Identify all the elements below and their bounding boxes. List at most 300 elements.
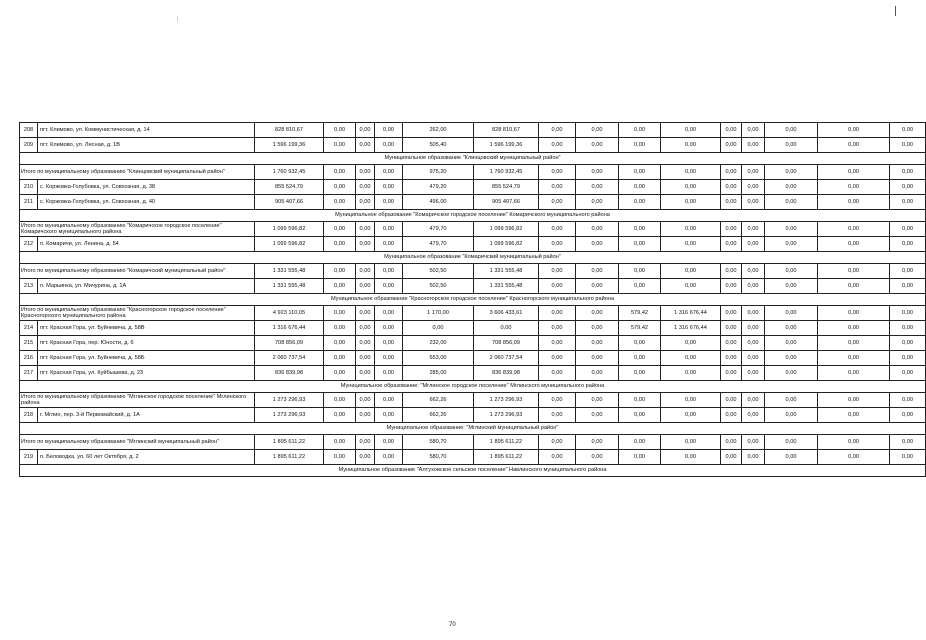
value-cell: 0,00 [576,222,619,237]
value-cell: 0,00 [356,450,375,465]
page-number: 70 [449,622,456,628]
value-cell: 0,00 [721,222,742,237]
value-cell: 905 407,66 [474,195,539,210]
value-cell: 708 856,09 [474,336,539,351]
value-cell: 0,00 [375,336,403,351]
value-cell: 0,00 [576,237,619,252]
registry-body [20,123,926,477]
address-cell: п. Комаричи, ул. Ленина, д. 54 [38,237,255,252]
value-cell: 0,00 [721,237,742,252]
value-cell: 0,00 [375,264,403,279]
value-cell: 0,00 [721,138,742,153]
row-number: 211 [20,195,38,210]
value-cell: 0,00 [619,393,661,408]
value-cell: 0,00 [818,165,890,180]
value-cell: 0,00 [539,279,576,294]
value-cell: 0,00 [890,123,926,138]
address-cell: пгт. Красная Гора, пер. Юности, д. 6 [38,336,255,351]
value-cell: 0,00 [742,123,765,138]
value-cell: 505,40 [403,138,474,153]
value-cell: 1 331 555,48 [255,264,324,279]
value-cell: 0,00 [661,351,721,366]
address-cell: г. Мглин, пер. 3-й Первомайский, д. 1А [38,408,255,423]
value-cell: 0,00 [356,393,375,408]
address-cell: пгт. Климово, ул. Коммунистическая, д. 14 [38,123,255,138]
value-cell: 662,26 [403,408,474,423]
value-cell: 1 316 676,44 [255,321,324,336]
value-cell: 0,00 [890,279,926,294]
value-cell: 0,00 [742,321,765,336]
value-cell: 579,42 [619,306,661,321]
value-cell: 2 060 737,54 [255,351,324,366]
subtotal-row [20,435,926,450]
value-cell: 855 524,79 [474,180,539,195]
value-cell: 2 060 737,54 [474,351,539,366]
value-cell: 0,00 [576,321,619,336]
value-cell: 0,00 [890,408,926,423]
value-cell: 0,00 [619,408,661,423]
value-cell: 0,00 [661,138,721,153]
subtotal-label: Итого по муниципальному образованию "Мглинское городское поселение" Мглинского района [20,393,255,408]
value-cell: 0,00 [375,237,403,252]
value-cell: 653,00 [403,351,474,366]
value-cell: 502,50 [403,279,474,294]
value-cell: 836 839,98 [255,366,324,381]
value-cell: 0,00 [661,450,721,465]
value-cell: 0,00 [375,450,403,465]
value-cell: 0,00 [742,336,765,351]
section-header-row [20,210,926,222]
value-cell: 0,00 [890,336,926,351]
value-cell: 0,00 [890,393,926,408]
value-cell: 0,00 [661,393,721,408]
value-cell: 0,00 [356,435,375,450]
value-cell: 0,00 [324,435,356,450]
value-cell: 0,00 [324,264,356,279]
value-cell: 0,00 [375,393,403,408]
value-cell: 0,00 [576,393,619,408]
value-cell: 496,00 [403,195,474,210]
value-cell: 0,00 [818,195,890,210]
value-cell: 0,00 [324,237,356,252]
value-cell: 0,00 [765,393,818,408]
section-title: Муниципальное образование: "Мглинское городское поселение" Мглинского муниципального района [20,381,926,393]
value-cell: 0,00 [890,222,926,237]
value-cell: 0,00 [890,321,926,336]
value-cell: 0,00 [661,222,721,237]
value-cell: 0,00 [576,138,619,153]
value-cell: 0,00 [765,123,818,138]
value-cell: 0,00 [356,195,375,210]
value-cell: 4 923 110,05 [255,306,324,321]
value-cell: 0,00 [324,180,356,195]
value-cell: 0,00 [721,123,742,138]
value-cell: 1 170,00 [403,306,474,321]
value-cell: 479,20 [403,180,474,195]
value-cell: 0,00 [619,435,661,450]
value-cell: 1 331 555,48 [474,264,539,279]
value-cell: 0,00 [356,165,375,180]
value-cell: 0,00 [356,264,375,279]
section-title: Муниципальное образование "Красногорское городское поселение" Красногорского муниципального района [20,294,926,306]
value-cell: 479,70 [403,237,474,252]
value-cell: 0,00 [324,195,356,210]
value-cell: 3 606 433,61 [474,306,539,321]
section-header-row [20,252,926,264]
value-cell: 0,00 [576,264,619,279]
value-cell: 0,00 [765,222,818,237]
value-cell: 0,00 [619,165,661,180]
value-cell: 0,00 [661,195,721,210]
value-cell: 0,00 [356,336,375,351]
section-title: Муниципальное образование "Комаричский муниципальный район" [20,252,926,264]
subtotal-label: Итого по муниципальному образованию "Красногорское городское поселение" Красногорского муниципального района [20,306,255,321]
value-cell: 0,00 [818,222,890,237]
value-cell: 0,00 [818,264,890,279]
value-cell: 0,00 [661,264,721,279]
value-cell: 0,00 [661,336,721,351]
value-cell: 0,00 [890,180,926,195]
value-cell: 0,00 [890,165,926,180]
value-cell: 0,00 [818,450,890,465]
value-cell: 0,00 [356,279,375,294]
value-cell: 0,00 [324,408,356,423]
value-cell: 0,00 [539,222,576,237]
value-cell: 1 273 296,93 [255,393,324,408]
table-row [20,336,926,351]
value-cell: 1 273 296,93 [255,408,324,423]
value-cell: 0,00 [539,306,576,321]
value-cell: 0,00 [619,450,661,465]
value-cell: 0,00 [661,123,721,138]
table-row [20,123,926,138]
value-cell: 0,00 [356,351,375,366]
value-cell: 0,00 [818,336,890,351]
value-cell: 0,00 [742,279,765,294]
value-cell: 0,00 [539,264,576,279]
value-cell: 1 316 676,44 [661,321,721,336]
address-cell: с. Коржовка-Голубовка, ул. Совхозная, д. 40 [38,195,255,210]
value-cell: 0,00 [721,165,742,180]
value-cell: 0,00 [661,435,721,450]
scan-artifact [177,16,178,22]
value-cell: 0,00 [324,123,356,138]
section-title: Муниципальное образование: "Мглинский муниципальный район" [20,423,926,435]
row-number: 209 [20,138,38,153]
value-cell: 0,00 [576,279,619,294]
address-cell: п. Марьинка, ул. Мичурина, д. 1А [38,279,255,294]
value-cell: 0,00 [324,138,356,153]
value-cell: 0,00 [661,165,721,180]
value-cell: 0,00 [721,306,742,321]
value-cell: 0,00 [661,366,721,381]
section-title: Муниципальное образование "Алтуховское сельское поселение" Навлинского муниципального района [20,465,926,477]
value-cell: 0,00 [356,138,375,153]
value-cell: 975,20 [403,165,474,180]
value-cell: 0,00 [375,195,403,210]
value-cell: 0,00 [539,435,576,450]
value-cell: 0,00 [742,222,765,237]
value-cell: 0,00 [324,165,356,180]
address-cell: пгт. Климово, ул. Лесная, д. 1В [38,138,255,153]
value-cell: 0,00 [539,123,576,138]
value-cell: 0,00 [661,180,721,195]
value-cell: 0,00 [539,138,576,153]
value-cell: 0,00 [356,180,375,195]
subtotal-label: Итого по муниципальному образованию "Клинцовский муниципальный район" [20,165,255,180]
value-cell: 836 839,98 [474,366,539,381]
value-cell: 1 596 199,36 [255,138,324,153]
value-cell: 0,00 [890,366,926,381]
value-cell: 0,00 [818,351,890,366]
subtotal-row [20,306,926,321]
value-cell: 0,00 [742,306,765,321]
value-cell: 0,00 [765,264,818,279]
value-cell: 0,00 [765,165,818,180]
value-cell: 0,00 [765,195,818,210]
value-cell: 580,70 [403,450,474,465]
value-cell: 1 596 199,36 [474,138,539,153]
row-number: 214 [20,321,38,336]
value-cell: 0,00 [576,450,619,465]
section-header-row [20,153,926,165]
section-header-row [20,423,926,435]
value-cell: 1 273 296,93 [474,393,539,408]
value-cell: 1 099 596,82 [474,237,539,252]
value-cell: 0,00 [619,366,661,381]
value-cell: 0,00 [539,351,576,366]
value-cell: 708 856,09 [255,336,324,351]
value-cell: 0,00 [576,408,619,423]
value-cell: 0,00 [375,306,403,321]
value-cell: 0,00 [661,408,721,423]
registry-table [19,122,926,477]
value-cell: 479,70 [403,222,474,237]
scan-artifact [895,6,896,16]
value-cell: 0,00 [619,351,661,366]
value-cell: 0,00 [818,435,890,450]
value-cell: 0,00 [765,408,818,423]
value-cell: 0,00 [474,321,539,336]
row-number: 210 [20,180,38,195]
value-cell: 0,00 [576,195,619,210]
subtotal-label: Итого по муниципальному образованию "Комаричский муниципальный район" [20,264,255,279]
value-cell: 0,00 [742,195,765,210]
section-header-row [20,381,926,393]
value-cell: 262,00 [403,123,474,138]
value-cell: 0,00 [890,195,926,210]
value-cell: 1 331 555,48 [474,279,539,294]
value-cell: 0,00 [661,237,721,252]
value-cell: 0,00 [765,237,818,252]
value-cell: 0,00 [721,366,742,381]
value-cell: 0,00 [890,237,926,252]
value-cell: 0,00 [890,138,926,153]
value-cell: 0,00 [619,264,661,279]
value-cell: 0,00 [619,279,661,294]
address-cell: п. Беловодка, ул. 60 лет Октября, д. 2 [38,450,255,465]
value-cell: 0,00 [742,408,765,423]
value-cell: 0,00 [742,435,765,450]
value-cell: 502,50 [403,264,474,279]
value-cell: 0,00 [721,351,742,366]
table-row [20,195,926,210]
value-cell: 0,00 [539,366,576,381]
value-cell: 0,00 [890,264,926,279]
value-cell: 0,00 [324,393,356,408]
value-cell: 0,00 [324,321,356,336]
table-row [20,408,926,423]
value-cell: 0,00 [721,408,742,423]
value-cell: 1 316 676,44 [661,306,721,321]
value-cell: 0,00 [890,306,926,321]
subtotal-row [20,165,926,180]
address-cell: пгт. Красная Гора, ул. Куйбышева, д. 23 [38,366,255,381]
value-cell: 285,00 [403,366,474,381]
value-cell: 0,00 [539,336,576,351]
value-cell: 1 331 555,48 [255,279,324,294]
value-cell: 0,00 [818,123,890,138]
value-cell: 0,00 [576,180,619,195]
value-cell: 0,00 [742,237,765,252]
value-cell: 1 895 611,22 [255,450,324,465]
value-cell: 0,00 [765,435,818,450]
value-cell: 0,00 [324,279,356,294]
value-cell: 0,00 [375,138,403,153]
value-cell: 0,00 [818,237,890,252]
value-cell: 0,00 [539,195,576,210]
section-title: Муниципальное образование "Клинцовский муниципальный район" [20,153,926,165]
value-cell: 0,00 [818,366,890,381]
value-cell: 0,00 [576,366,619,381]
value-cell: 0,00 [818,279,890,294]
table-row [20,138,926,153]
value-cell: 0,00 [403,321,474,336]
value-cell: 0,00 [742,138,765,153]
table-row [20,279,926,294]
value-cell: 662,26 [403,393,474,408]
value-cell: 0,00 [619,237,661,252]
value-cell: 579,42 [619,321,661,336]
value-cell: 0,00 [375,165,403,180]
value-cell: 0,00 [576,165,619,180]
value-cell: 0,00 [324,450,356,465]
row-number: 217 [20,366,38,381]
row-number: 216 [20,351,38,366]
value-cell: 1 895 611,22 [474,450,539,465]
value-cell: 0,00 [742,165,765,180]
value-cell: 0,00 [721,264,742,279]
value-cell: 232,00 [403,336,474,351]
value-cell: 855 524,79 [255,180,324,195]
value-cell: 0,00 [619,195,661,210]
value-cell: 0,00 [721,321,742,336]
value-cell: 0,00 [619,336,661,351]
value-cell: 0,00 [576,306,619,321]
row-number: 219 [20,450,38,465]
value-cell: 1 099 596,82 [255,237,324,252]
value-cell: 0,00 [356,321,375,336]
value-cell: 0,00 [356,222,375,237]
value-cell: 0,00 [324,351,356,366]
value-cell: 0,00 [576,351,619,366]
section-header-row [20,465,926,477]
value-cell: 0,00 [324,336,356,351]
address-cell: пгт. Красная Гора, ул. Буйневича, д. 58Б [38,351,255,366]
subtotal-row [20,222,926,237]
value-cell: 0,00 [765,366,818,381]
value-cell: 0,00 [375,366,403,381]
value-cell: 0,00 [539,450,576,465]
value-cell: 1 760 932,45 [255,165,324,180]
subtotal-row [20,393,926,408]
value-cell: 0,00 [576,123,619,138]
value-cell: 0,00 [661,279,721,294]
value-cell: 0,00 [619,138,661,153]
value-cell: 0,00 [765,450,818,465]
value-cell: 0,00 [539,408,576,423]
value-cell: 0,00 [324,222,356,237]
value-cell: 0,00 [539,237,576,252]
value-cell: 0,00 [818,393,890,408]
value-cell: 1 099 596,82 [255,222,324,237]
value-cell: 0,00 [324,366,356,381]
value-cell: 0,00 [375,351,403,366]
value-cell: 0,00 [721,180,742,195]
value-cell: 0,00 [375,123,403,138]
subtotal-label: Итого по муниципальному образованию "Мглинский муниципальный район" [20,435,255,450]
row-number: 215 [20,336,38,351]
value-cell: 0,00 [375,408,403,423]
value-cell: 0,00 [324,306,356,321]
value-cell: 0,00 [356,237,375,252]
value-cell: 0,00 [765,180,818,195]
value-cell: 0,00 [765,306,818,321]
value-cell: 1 895 611,22 [474,435,539,450]
value-cell: 0,00 [721,195,742,210]
value-cell: 0,00 [742,264,765,279]
value-cell: 828 810,67 [474,123,539,138]
row-number: 218 [20,408,38,423]
table-row [20,321,926,336]
value-cell: 0,00 [721,393,742,408]
subtotal-label: Итого по муниципальному образованию "Комаричское городское поселение" Комаричского муниципального района [20,222,255,237]
value-cell: 0,00 [721,450,742,465]
value-cell: 0,00 [539,393,576,408]
value-cell: 0,00 [375,180,403,195]
value-cell: 0,00 [375,222,403,237]
value-cell: 0,00 [765,138,818,153]
table-row [20,366,926,381]
value-cell: 0,00 [818,321,890,336]
value-cell: 0,00 [742,366,765,381]
value-cell: 0,00 [742,393,765,408]
value-cell: 0,00 [765,336,818,351]
value-cell: 0,00 [721,336,742,351]
value-cell: 0,00 [356,123,375,138]
value-cell: 0,00 [890,450,926,465]
address-cell: с. Коржовка-Голубовка, ул. Совхозная, д. 38 [38,180,255,195]
value-cell: 0,00 [576,336,619,351]
value-cell: 0,00 [721,279,742,294]
value-cell: 0,00 [539,321,576,336]
value-cell: 0,00 [375,321,403,336]
value-cell: 0,00 [619,180,661,195]
value-cell: 0,00 [765,321,818,336]
value-cell: 0,00 [818,180,890,195]
value-cell: 0,00 [721,435,742,450]
value-cell: 0,00 [742,180,765,195]
